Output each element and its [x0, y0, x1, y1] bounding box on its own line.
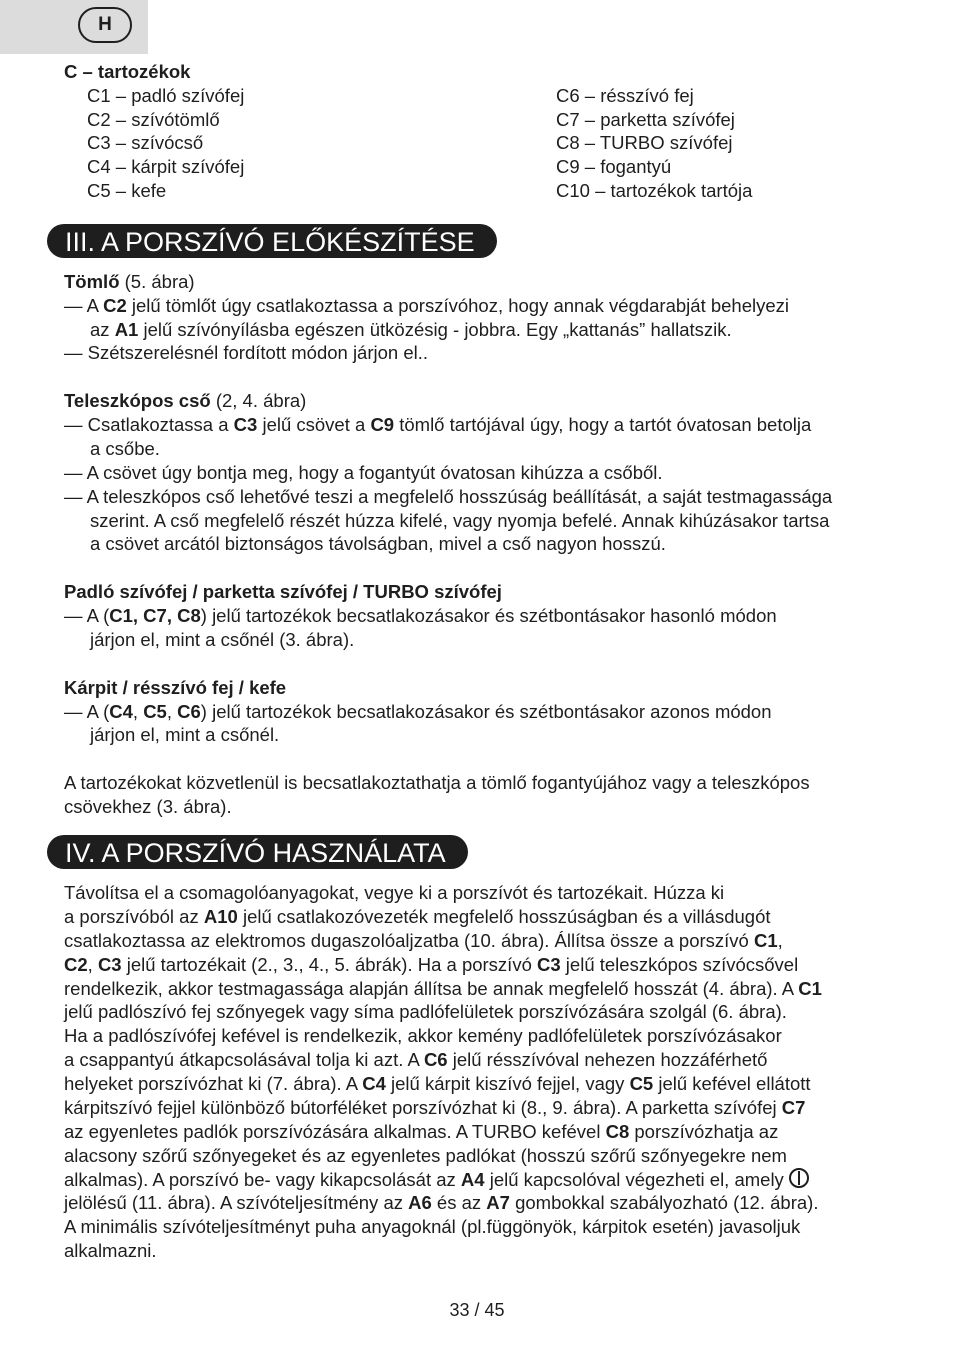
- section-heading-preparation: III. A PORSZÍVÓ ELŐKÉSZÍTÉSE: [47, 224, 497, 258]
- text-line: — A (C4, C5, C6) jelű tartozékok becsatlakozásakor és szétbontásakor azonos módon: [64, 701, 772, 722]
- text-line: alkalmazni.: [64, 1240, 157, 1261]
- text-line: rendelkezik, akkor testmagassága alapján állítsa be annak megfelelő hosszát (4. ábra). A C1: [64, 978, 822, 999]
- accessory-item: C9 – fogantyú: [556, 156, 672, 177]
- accessories-title: C – tartozékok: [64, 61, 191, 82]
- text-line: csövekhez (3. ábra).: [64, 796, 232, 817]
- accessory-item: C2 – szívótömlő: [87, 109, 220, 130]
- language-badge: H: [78, 7, 132, 43]
- language-tab: [0, 0, 148, 54]
- accessory-item: C8 – TURBO szívófej: [556, 132, 733, 153]
- accessory-item: C3 – szívócső: [87, 132, 204, 153]
- text-line: alkalmas). A porszívó be- vagy kikapcsolását az A4 jelű kapcsolóval végezheti el, amely: [64, 1167, 810, 1195]
- accessory-item: C5 – kefe: [87, 180, 167, 201]
- text-line: jelölésű (11. ábra). A szívóteljesítmény az A6 és az A7 gombokkal szabályozható (12. ábra).: [64, 1192, 819, 1213]
- accessory-item: C7 – parketta szívófej: [556, 109, 735, 130]
- text-line: a csőbe.: [90, 438, 160, 459]
- text-line: — Csatlakoztassa a C3 jelű csövet a C9 tömlő tartójával úgy, hogy a tartót óvatosan betolja: [64, 414, 812, 435]
- text-line: a porszívóból az A10 jelű csatlakozóvezeték megfelelő hosszúságban és a villásdugót: [64, 906, 771, 927]
- text-line: a csövet arcától biztonságos távolságban, mivel a cső nagyon hosszú.: [90, 533, 666, 554]
- text-line: az egyenletes padlók porszívózására alkalmas. A TURBO kefével C8 porszívózhatja az: [64, 1121, 779, 1142]
- floor-head-subtitle: Padló szívófej / parketta szívófej / TURBO szívófej: [64, 581, 502, 602]
- text-line: — A csövet úgy bontja meg, hogy a fogantyút óvatosan kihúzza a csőből.: [64, 462, 663, 483]
- text-line: Ha a padlószívófej kefével is rendelkezik, akkor kemény padlófelületek porszívózásakor: [64, 1025, 782, 1046]
- text-line: A tartozékokat közvetlenül is becsatlakoztathatja a tömlő fogantyújához vagy a teleszkópos: [64, 772, 810, 793]
- text-line: járjon el, mint a csőnél (3. ábra).: [90, 629, 355, 650]
- tube-subtitle: Teleszkópos cső (2, 4. ábra): [64, 390, 307, 411]
- upholstery-subtitle: Kárpit / résszívó fej / kefe: [64, 677, 287, 698]
- accessory-item: C4 – kárpit szívófej: [87, 156, 245, 177]
- section-heading-usage: IV. A PORSZÍVÓ HASZNÁLATA: [47, 835, 468, 869]
- text-line: alacsony szőrű szőnyegeket és az egyenletes padlókat (hosszú szőrű szőnyegekre nem: [64, 1145, 787, 1166]
- text-line: — A teleszkópos cső lehetővé teszi a megfelelő hosszúság beállítását, a saját testmagassága: [64, 486, 833, 507]
- text-line: szerint. A cső megfelelő részét húzza kifelé, vagy nyomja befelé. Annak kihúzásakor tartsa: [90, 510, 830, 531]
- text-line: — A (C1, C7, C8) jelű tartozékok becsatlakozásakor és szétbontásakor hasonló módon: [64, 605, 777, 626]
- text-line: A minimális szívóteljesítményt puha anyagoknál (pl.függönyök, kárpitok esetén) javasoljuk: [64, 1216, 801, 1237]
- text-line: helyeket porszívózhat ki (7. ábra). A C4 jelű kárpit kiszívó fejjel, vagy C5 jelű kefével ellátott: [64, 1073, 811, 1094]
- text-line: Távolítsa el a csomagolóanyagokat, vegye ki a porszívót és tartozékait. Húzza ki: [64, 882, 725, 903]
- accessory-item: C1 – padló szívófej: [87, 85, 245, 106]
- text-line: — A C2 jelű tömlőt úgy csatlakoztassa a porszívóhoz, hogy annak végdarabját behelyezi: [64, 295, 790, 316]
- text-line: jelű padlószívó fej szőnyegek vagy síma padlófelületek porszívózására szolgál (6. ábra).: [64, 1001, 787, 1022]
- page-number: 33 / 45: [449, 1300, 505, 1320]
- hose-subtitle: Tömlő (5. ábra): [64, 271, 195, 292]
- accessory-item: C10 – tartozékok tartója: [556, 180, 753, 201]
- text-line: — Szétszerelésnél fordított módon járjon el..: [64, 342, 429, 363]
- text-line: járjon el, mint a csőnél.: [90, 724, 280, 745]
- accessory-item: C6 – résszívó fej: [556, 85, 694, 106]
- text-line: kárpitszívó fejjel különböző bútorféléket porszívózhat ki (8., 9. ábra). A parketta szívófej C7: [64, 1097, 806, 1118]
- text-line: C2, C3 jelű tartozékait (2., 3., 4., 5. ábrák). Ha a porszívó C3 jelű teleszkópos szívócsővel: [64, 954, 799, 975]
- text-line: a csappantyú átkapcsolásával tolja ki azt. A C6 jelű résszívóval nehezen hozzáférhető: [64, 1049, 768, 1070]
- text-line: csatlakoztassa az elektromos dugaszolóaljzatba (10. ábra). Állítsa össze a porszívó C1,: [64, 930, 783, 951]
- text-line: az A1 jelű szívónyílásba egészen ütközésig - jobbra. Egy „kattanás” hallatszik.: [90, 319, 732, 340]
